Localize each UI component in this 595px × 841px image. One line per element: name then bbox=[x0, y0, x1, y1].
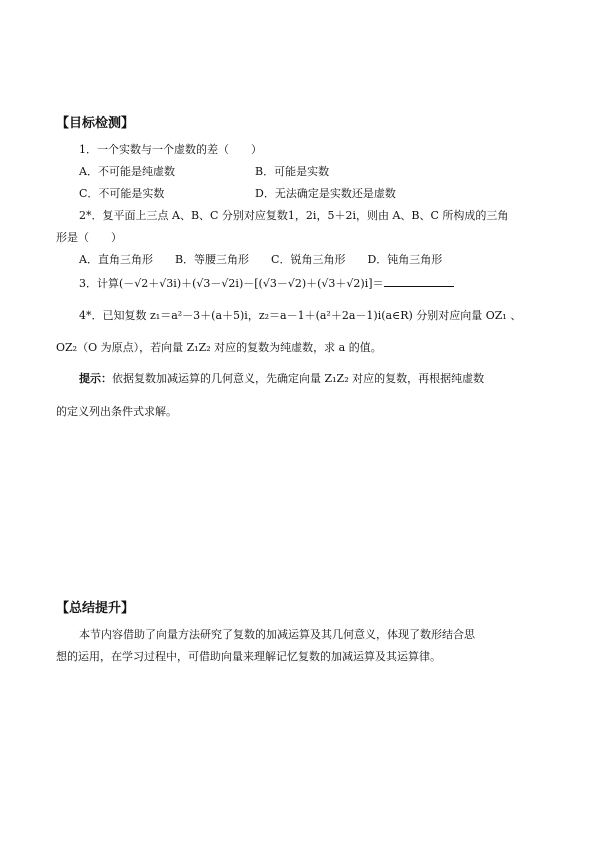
hint-text: 依据复数加减运算的几何意义，先确定向量 Z₁Z₂ 对应的复数，再根据纯虚数 bbox=[112, 372, 485, 385]
question-1-option-c: C．不可能是实数 bbox=[79, 187, 165, 200]
hint-line-2: 的定义列出条件式求解。 bbox=[56, 405, 177, 418]
question-2-line-1: 2*．复平面上三点 A、B、C 分别对应复数1，2i，5＋2i，则由 A、B、C 所构成的三角 bbox=[79, 209, 509, 222]
question-3-text: 3．计算(－√2＋√3i)＋(√3－√2i)－[(√3－√2)＋(√3＋√2)i]＝ bbox=[79, 277, 384, 290]
hint-label: 提示： bbox=[79, 372, 112, 385]
section-title-target-check: 【目标检测】 bbox=[56, 116, 135, 131]
summary-line-1: 本节内容借助了向量方法研究了复数的加减运算及其几何意义，体现了数形结合思 bbox=[79, 628, 475, 641]
question-2-line-2: 形是（ ） bbox=[56, 231, 122, 244]
hint-line-1 bbox=[79, 372, 484, 386]
section-title-summary: 【总结提升】 bbox=[56, 601, 135, 616]
question-1-option-b: B．可能是实数 bbox=[255, 165, 330, 178]
question-1-stem: 1．一个实数与一个虚数的差（ ） bbox=[79, 143, 262, 156]
summary-line-2: 想的运用，在学习过程中，可借助向量来理解记忆复数的加减运算及其运算律。 bbox=[56, 650, 441, 663]
question-4-line-2: OZ₂（O 为原点），若向量 Z₁Z₂ 对应的复数为纯虚数，求 a 的值。 bbox=[56, 341, 382, 354]
answer-blank bbox=[384, 276, 454, 287]
question-2-options: A．直角三角形 B．等腰三角形 C．锐角三角形 D．钝角三角形 bbox=[79, 253, 443, 266]
question-4-line-1: 4*．已知复数 z₁＝a²－3＋(a＋5)i，z₂＝a－1＋(a²＋2a－1)i(a∈R) 分别对应向量 OZ₁ 、 bbox=[79, 309, 522, 322]
question-1-option-a: A．不可能是纯虚数 bbox=[79, 165, 175, 178]
question-3-expression bbox=[79, 276, 454, 291]
question-1-option-d: D．无法确定是实数还是虚数 bbox=[255, 187, 396, 200]
